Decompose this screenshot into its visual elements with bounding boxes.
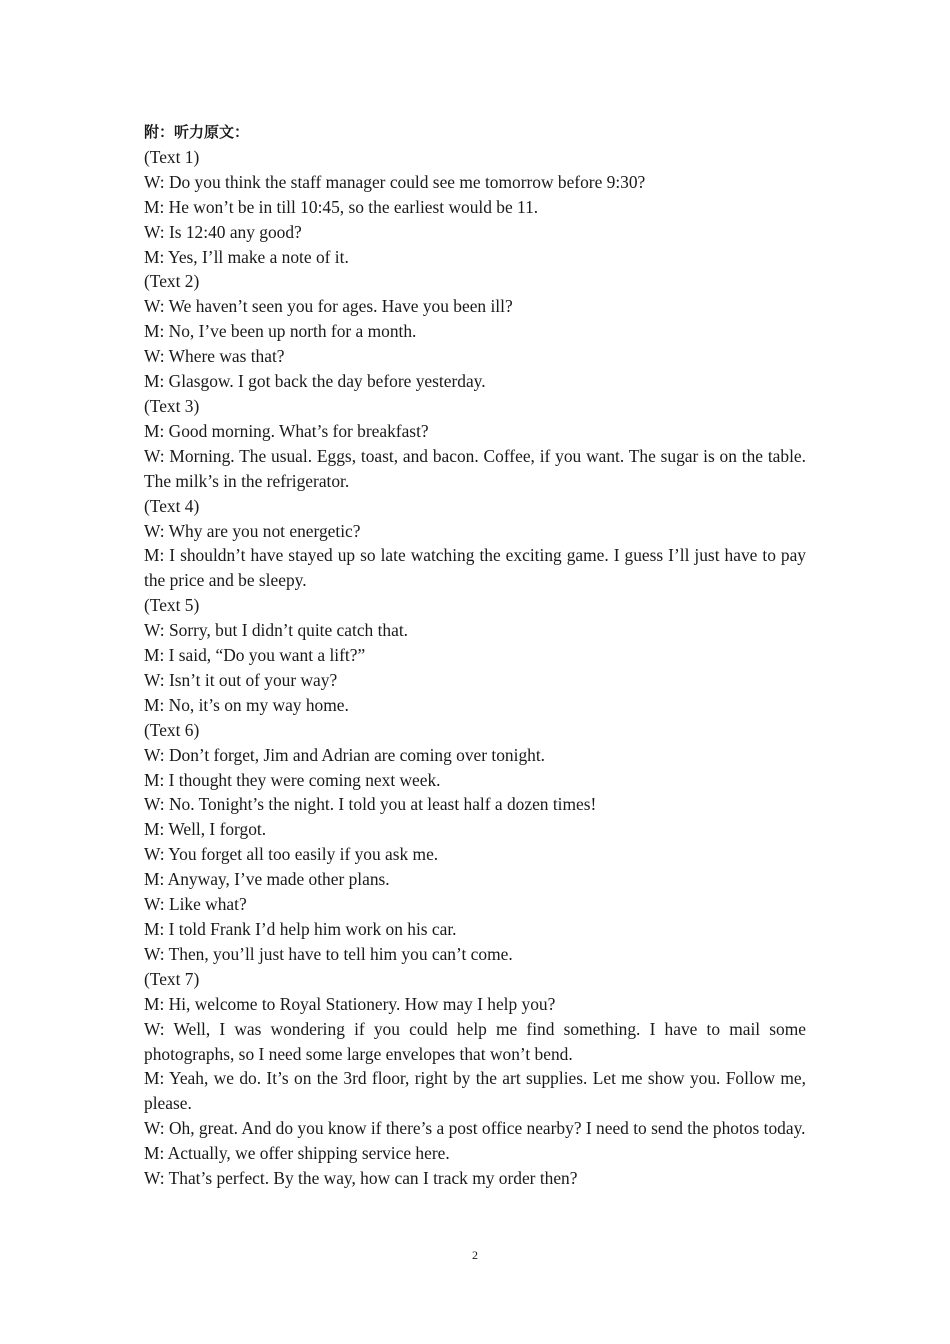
transcript-line: W: Morning. The usual. Eggs, toast, and bacon. Coffee, if you want. The sugar is on the table. The milk’s in the refrigerator. [144, 445, 806, 491]
transcript-line: W: You forget all too easily if you ask me. [144, 844, 439, 865]
transcript-line: M: Hi, welcome to Royal Stationery. How may I help you? [144, 993, 556, 1014]
transcript-line: (Text 2) [144, 271, 200, 292]
transcript-line: M: I said, “Do you want a lift?” [144, 645, 366, 666]
page-number: 2 [472, 1248, 478, 1262]
transcript-line: W: Where was that? [144, 346, 285, 367]
transcript-line: W: Why are you not energetic? [144, 520, 361, 541]
transcript-line: M: No, I’ve been up north for a month. [144, 321, 417, 342]
transcript-line: W: That’s perfect. By the way, how can I track my order then? [144, 1168, 578, 1189]
transcript-line: W: Isn’t it out of your way? [144, 669, 338, 690]
transcript-line: (Text 5) [144, 595, 200, 616]
transcript-line: W: Well, I was wondering if you could help me find something. I have to mail some photographs, so I need some large envelopes that won’t bend. [144, 1018, 806, 1064]
transcript-line: M: Well, I forgot. [144, 819, 267, 840]
transcript-body [144, 120, 806, 1191]
transcript-line: W: Is 12:40 any good? [144, 221, 302, 242]
transcript-line: M: Yes, I’ll make a note of it. [144, 246, 349, 267]
transcript-line: M: Glasgow. I got back the day before yesterday. [144, 371, 486, 392]
transcript-line: W: Then, you’ll just have to tell him you can’t come. [144, 943, 513, 964]
transcript-line: W: Sorry, but I didn’t quite catch that. [144, 620, 409, 641]
transcript-line: M: Actually, we offer shipping service here. [144, 1143, 450, 1164]
transcript-line: W: Like what? [144, 894, 247, 915]
transcript-line: W: We haven’t seen you for ages. Have you been ill? [144, 296, 513, 317]
transcript-line: W: Do you think the staff manager could see me tomorrow before 9:30? [144, 171, 646, 192]
transcript-line: M: Yeah, we do. It’s on the 3rd floor, right by the art supplies. Let me show you. Follow me, please. [144, 1068, 806, 1114]
transcript-line: M: I shouldn’t have stayed up so late watching the exciting game. I guess I’ll just have to pay the price and be sleepy. [144, 545, 806, 591]
transcript-lines [144, 145, 806, 1191]
transcript-line: M: Good morning. What’s for breakfast? [144, 420, 429, 441]
transcript-line: (Text 7) [144, 968, 200, 989]
transcript-line: W: Don’t forget, Jim and Adrian are coming over tonight. [144, 744, 546, 765]
transcript-line: M: Anyway, I’ve made other plans. [144, 869, 390, 890]
transcript-line: (Text 3) [144, 395, 200, 416]
transcript-line: M: I thought they were coming next week. [144, 769, 441, 790]
transcript-line: (Text 4) [144, 495, 200, 516]
transcript-line: M: I told Frank I’d help him work on his car. [144, 919, 457, 939]
transcript-heading: 附：听力原文： [144, 123, 250, 141]
transcript-line: M: No, it’s on my way home. [144, 694, 349, 715]
transcript-line: M: He won’t be in till 10:45, so the earliest would be 11. [144, 196, 539, 217]
transcript-line: (Text 1) [144, 146, 200, 167]
transcript-line: W: No. Tonight’s the night. I told you at least half a dozen times! [144, 794, 597, 815]
transcript-line: (Text 6) [144, 719, 200, 740]
transcript-line: W: Oh, great. And do you know if there’s a post office nearby? I need to send the photos today. [144, 1118, 806, 1139]
